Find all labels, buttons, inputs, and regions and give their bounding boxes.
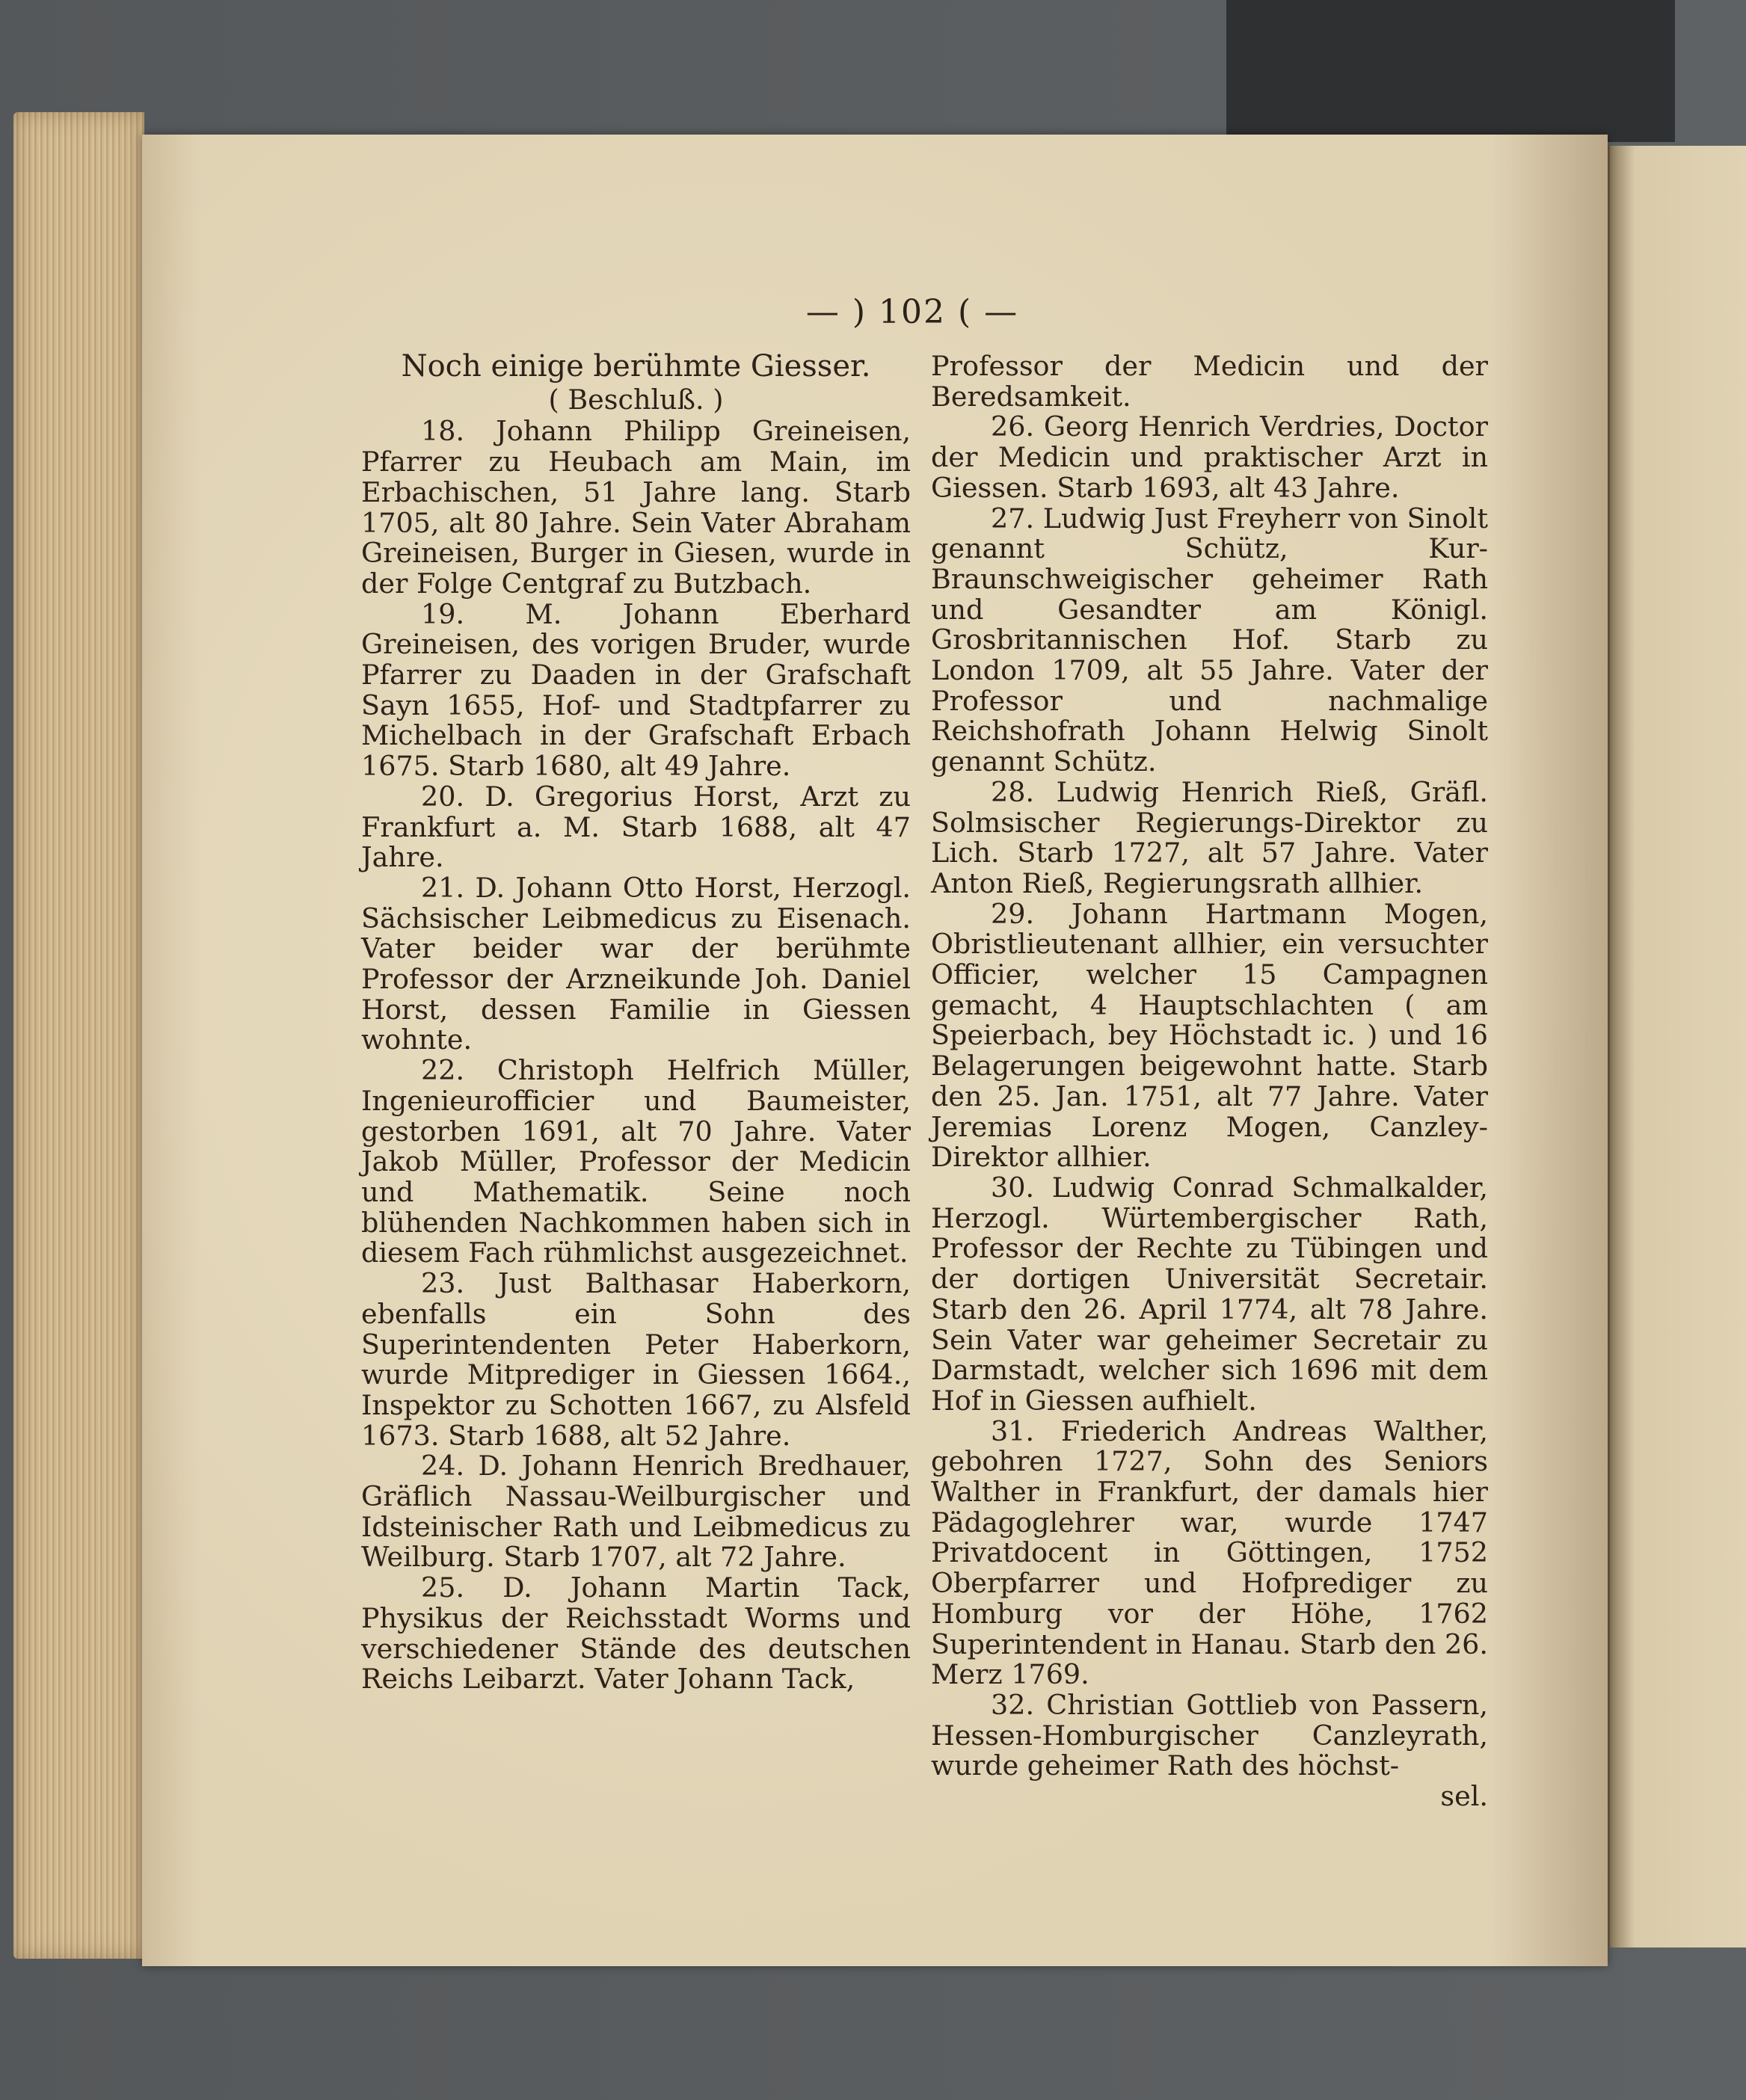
entry-21: 21. D. Johann Otto Horst, Herzogl. Sächsischer Leibmedicus zu Eisenach. Vater beider war der berühmte Professor der Arzneikunde Joh. Daniel Horst, dessen Familie in Giessen wohnte. [361, 871, 911, 1056]
entry-25: 25. D. Johann Martin Tack, Physikus der Reichsstadt Worms und verschiedener Stände des deutschen Reichs Leibarzt. Vater Johann Tack, [361, 1571, 911, 1696]
entry-32: 32. Christian Gottlieb von Passern, Hessen-Homburgischer Canzleyrath, wurde geheimer Rath des höchst- [931, 1688, 1488, 1782]
catchword: sel. [1440, 1780, 1488, 1813]
entry-25-continuation: Professor der Medicin und der Beredsamkeit. [931, 350, 1488, 413]
entry-23: 23. Just Balthasar Haberkorn, ebenfalls ein Sohn des Superintendenten Peter Haberkorn, wurde Mitprediger in Giessen 1664., Inspektor zu Schotten 1667, zu Alsfeld 1673. Starb 1688, alt 52 Jahre. [361, 1267, 911, 1452]
entry-20: 20. D. Gregorius Horst, Arzt zu Frankfurt a. M. Starb 1688, alt 47 Jahre. [361, 780, 911, 874]
right-column [931, 351, 1488, 1812]
section-title: Noch einige berühmte Giesser. [401, 349, 871, 384]
section-subtitle: ( Beschluß. ) [548, 383, 724, 416]
opposite-page-edge [1608, 146, 1746, 1947]
entry-19: 19. M. Johann Eberhard Greineisen, des vorigen Bruder, wurde Pfarrer zu Daaden in der Grafschaft Sayn 1655, Hof- und Stadtpfarrer zu Michelbach in der Grafschaft Erbach 1675. Starb 1680, alt 49 Jahre. [361, 597, 911, 783]
page-number-header: — ) 102 ( — [805, 293, 1019, 331]
scanner-shadow [1226, 0, 1675, 142]
left-column [361, 351, 911, 1695]
entry-31: 31. Friederich Andreas Walther, gebohren 1727, Sohn des Seniors Walther in Frankfurt, der damals hier Pädagoglehrer war, wurde 1747 Privatdocent in Göttingen, 1752 Oberpfarrer und Hofprediger zu Homburg vor der Höhe, 1762 Superintendent in Hanau. Starb den 26. Merz 1769. [931, 1414, 1488, 1691]
entry-24: 24. D. Johann Henrich Bredhauer, Gräflich Nassau-Weilburgischer und Idsteinischer Rath und Leibmedicus zu Weilburg. Starb 1707, alt 72 Jahre. [361, 1450, 911, 1574]
entry-28: 28. Ludwig Henrich Rieß, Gräfl. Solmsischer Regierungs-Direktor zu Lich. Starb 1727, alt 57 Jahre. Vater Anton Rieß, Regierungsrath allhier. [931, 775, 1488, 899]
entry-22: 22. Christoph Helfrich Müller, Ingenieurofficier und Baumeister, gestorben 1691, alt 70 Jahre. Vater Jakob Müller, Professor der Medicin und Mathematik. Seine noch blühenden Nachkommen haben sich in diesem Fach rühmlichst ausgezeichnet. [361, 1054, 911, 1269]
entry-29: 29. Johann Hartmann Mogen, Obristlieutenant allhier, ein versuchter Officier, welcher 15 Campagnen gemacht, 4 Hauptschlachten ( am Speierbach, bey Höchstadt ic. ) und 16 Belagerungen beigewohnt hatte. Starb den 25. Jan. 1751, alt 77 Jahre. Vater Jeremias Lorenz Mogen, Canzley-Direktor allhier. [931, 897, 1488, 1174]
entry-30: 30. Ludwig Conrad Schmalkalder, Herzogl. Würtembergischer Rath, Professor der Rechte zu Tübingen und der dortigen Universität Secretair. Starb den 26. April 1774, alt 78 Jahre. Sein Vater war geheimer Secretair zu Darmstadt, welcher sich 1696 mit dem Hof in Giessen aufhielt. [931, 1171, 1488, 1417]
entry-26: 26. Georg Henrich Verdries, Doctor der Medicin und praktischer Arzt in Giessen. Starb 1693, alt 43 Jahre. [931, 410, 1488, 504]
entry-18: 18. Johann Philipp Greineisen, Pfarrer zu Heubach am Main, im Erbachischen, 51 Jahre lang. Starb 1705, alt 80 Jahre. Sein Vater Abraham Greineisen, Burger in Giesen, wurde in der Folge Centgraf zu Butzbach. [361, 415, 911, 600]
book-page-edges [13, 112, 144, 1959]
entry-27: 27. Ludwig Just Freyherr von Sinolt genannt Schütz, Kur-Braunschweigischer geheimer Rath und Gesandter am Königl. Grosbritannischen Hof. Starb zu London 1709, alt 55 Jahre. Vater der Professor und nachmalige Reichshofrath Johann Helwig Sinolt genannt Schütz. [931, 502, 1488, 778]
